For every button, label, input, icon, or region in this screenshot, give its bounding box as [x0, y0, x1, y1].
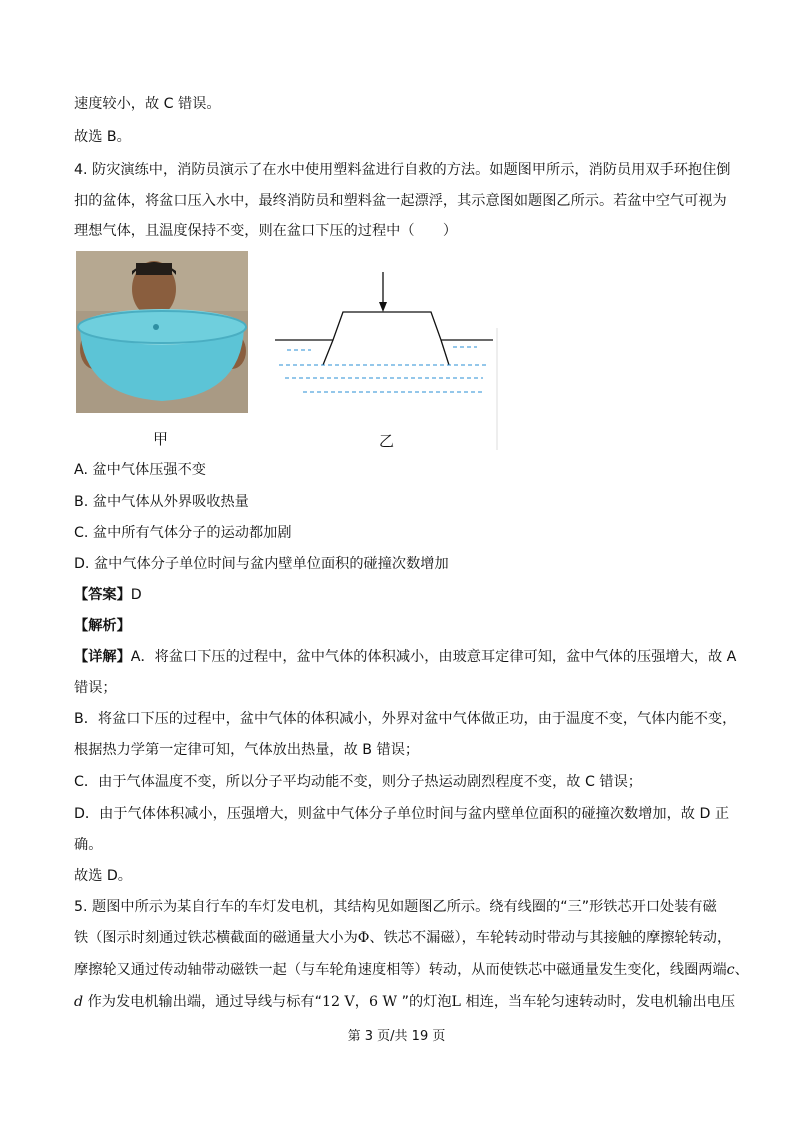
detail-line-a1 — [74, 647, 736, 667]
page-footer: 第 3 页/共 19 页 — [347, 1029, 446, 1044]
option-d: D. 盆中气体分子单位时间与盆内壁单位面积的碰撞次数增加 — [74, 556, 449, 572]
detail-line-c1: C．由于气体温度不变，所以分子平均动能不变，则分子热运动剧烈程度不变，故 C 错误； — [74, 774, 642, 790]
option-a: A. 盆中气体压强不变 — [74, 462, 206, 478]
detail-line-a2: 错误； — [74, 680, 117, 696]
diagram-figure-yi — [273, 268, 499, 450]
q5-text: 、铁芯不漏磁），车轮转动时带动与其接触的摩擦轮转动， — [369, 930, 732, 946]
question-5-line-3 — [74, 960, 749, 980]
terminal-c: c — [726, 962, 735, 978]
detail-line-b1: B．将盆口下压的过程中，盆中气体的体积减小，外界对盆中气体做正功，由于温度不变，气体内能不变， — [74, 711, 737, 727]
detail-line-d1: D．由于气体体积减小，压强增大，则盆中气体分子单位时间与盆内壁单位面积的碰撞次数增加，故 D 正 — [74, 806, 730, 822]
q5-text: 、 — [734, 962, 749, 978]
detail-line-b2: 根据热力学第一定律可知，气体放出热量，故 B 错误； — [74, 742, 420, 758]
detail-line-d2: 确。 — [74, 837, 103, 853]
selection-line: 故选 D。 — [74, 868, 132, 884]
question-5-line-4 — [74, 992, 735, 1012]
q5-text: ”的灯泡 — [397, 994, 452, 1010]
detail-a1-text: A．将盆口下压的过程中，盆中气体的体积减小，由玻意耳定律可知，盆中气体的压强增大，故 A — [130, 649, 737, 665]
answer-value: D — [130, 587, 142, 603]
answer-line — [74, 585, 142, 605]
text-line: 速度较小，故 C 错误。 — [74, 96, 221, 112]
photo-figure-jia — [76, 251, 248, 413]
question-5-line-1: 5. 题图中所示为某自行车的车灯发电机，其结构见如题图乙所示。绕有线圈的“三”形铁芯开口处装有磁 — [74, 899, 717, 915]
q5-text: 相连，当车轮匀速转动时，发电机输出电压 — [460, 994, 736, 1010]
question-4-line-2: 扣的盆体，将盆口压入水中，最终消防员和塑料盆一起漂浮，其示意图如题图乙所示。若盆中空气可视为 — [74, 193, 727, 209]
q5-text: 铁（图示时刻通过铁芯横截面的磁通量大小为 — [74, 930, 358, 946]
figure-caption-yi: 乙 — [379, 432, 395, 450]
basin-schematic — [273, 268, 499, 450]
figure-caption-jia: 甲 — [153, 430, 169, 448]
question-4-line-1: 4. 防灾演练中，消防员演示了在水中使用塑料盆进行自救的方法。如题图甲所示，消防员用双手环抱住倒 — [74, 162, 731, 178]
q5-text: ， — [354, 994, 369, 1010]
q5-text: 作为发电机输出端，通过导线与标有“ — [83, 994, 322, 1010]
power-value: 6 W — [368, 994, 398, 1010]
firefighter-basin-photo — [76, 251, 248, 413]
text-line: 故选 B。 — [74, 129, 131, 145]
phi-symbol: Φ — [357, 930, 370, 946]
voltage-value: 12 V — [321, 994, 355, 1010]
question-4-line-3: 理想气体，且温度保持不变，则在盆口下压的过程中（ ） — [74, 223, 458, 239]
q5-text: 摩擦轮又通过传动轴带动磁铁一起（与车轮角速度相等）转动，从而使铁芯中磁通量发生变化，线圈两端 — [74, 962, 727, 978]
detail-tag: 【详解】 — [74, 649, 131, 665]
question-5-line-2 — [74, 928, 731, 948]
answer-tag: 【答案】 — [74, 587, 131, 603]
terminal-d: d — [74, 994, 84, 1010]
option-c: C. 盆中所有气体分子的运动都加剧 — [74, 525, 292, 541]
lamp-symbol: L — [451, 994, 461, 1010]
analysis-tag: 【解析】 — [74, 618, 131, 634]
option-b: B. 盆中气体从外界吸收热量 — [74, 494, 249, 510]
